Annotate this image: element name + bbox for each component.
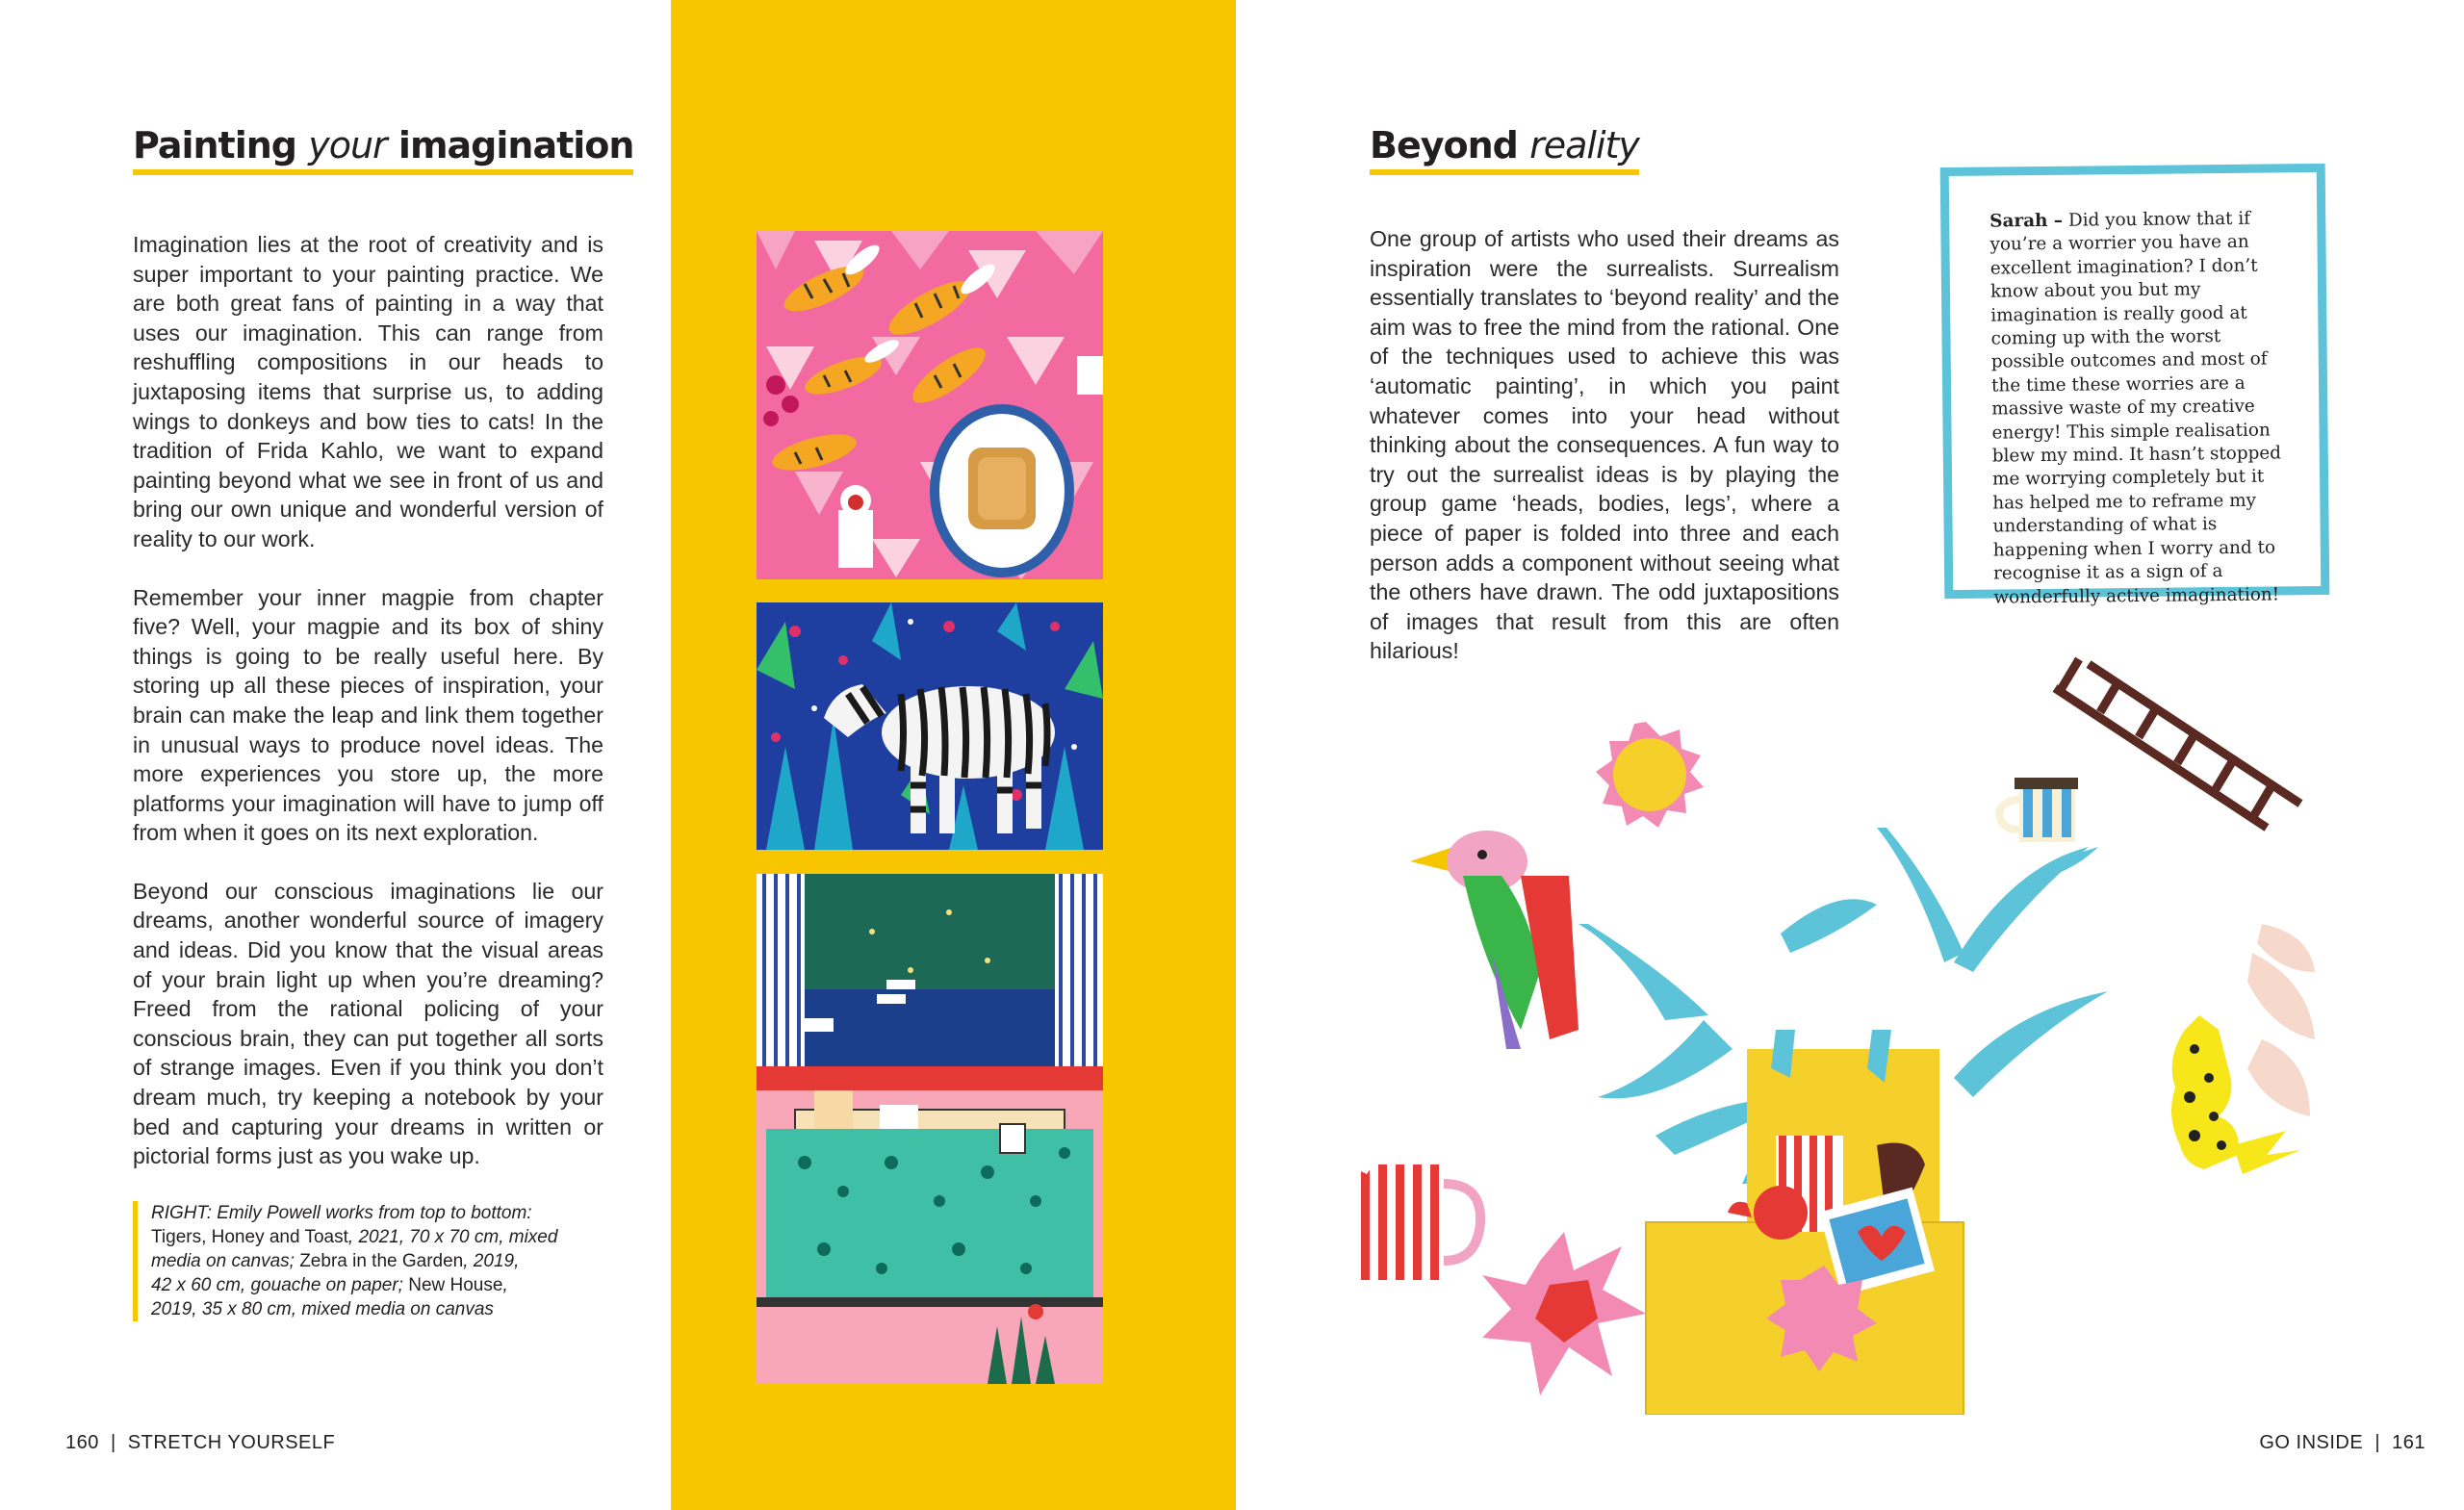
- zebra-painting: [757, 602, 1103, 850]
- left-body: [133, 230, 603, 1171]
- pink-star-cutout: [1482, 1232, 1646, 1395]
- cup-cutout: [1999, 778, 2078, 842]
- sarah-quote-box: [1940, 164, 2330, 608]
- paper-collage-illustration: [1338, 645, 2320, 1415]
- right-folio: GO INSIDE | 161: [2259, 1432, 2426, 1453]
- right-heading-word-2: reality: [1529, 124, 1639, 166]
- left-paragraph-3: Beyond our conscious imaginations lie our dreams, another wonderful source of imagery and ideas. Did you know that the visual areas of your brain light up when you’re dreaming? Freed from the rational policing of your conscious brain, they can put together all sorts of strange images. Even if you think you don’t dream much, try keeping a notebook by your bed and capturing your dreams in written or pictorial forms just as you wake up.: [133, 878, 603, 1169]
- artwork-zebra-in-the-garden: [757, 602, 1103, 850]
- caption-title-1: Tigers, Honey and Toast: [151, 1227, 348, 1247]
- bird-cutout: [1410, 831, 1578, 1049]
- right-heading-word-1: Beyond: [1370, 124, 1518, 166]
- caption-detail-1: , 2021, 70 x 70 cm, mixed: [347, 1227, 558, 1247]
- tigers-painting: [757, 231, 1103, 579]
- caption-line-1: RIGHT: Emily Powell works from top to bottom:: [151, 1203, 532, 1223]
- caption-detail-5: ,: [502, 1275, 508, 1295]
- sun-cutout: [1596, 722, 1704, 828]
- jug-cutout: [1348, 1160, 1480, 1280]
- box-cutout: [1646, 1030, 1964, 1415]
- sarah-text: Did you know that if you’re a worrier you have an excellent imagination? I don’t know about you but my imagination is really good at coming up with the worst possible outcomes and most of the time these worries are a massive waste of my creative energy! This simple realisation blew my mind. It hasn’t stopped me worrying completely but it has helped me to reframe my understanding of what is happening when I worry and to recognise it as a sign of a wonderfully active imagination!: [1989, 208, 2282, 608]
- left-heading-word-3: imagination: [398, 124, 634, 166]
- new-house-painting: [757, 874, 1103, 1384]
- right-paragraph: One group of artists who used their dreams as inspiration were the surrealists. Surrealism essentially translates to ‘beyond reality’ and the aim was to free the mind from the rational. One of the techniques used to achieve this was ‘automatic painting’, in which you paint whatever comes into your head without thinking about the consequences. A fun way to try out the surrealist ideas is by playing the group game ‘heads, bodies, legs’, where a piece of paper is folded into three and each person adds a component without seeing what the others have drawn. The odd juxtapositions of images that result from this are often hilarious!: [1370, 226, 1839, 664]
- artwork-new-house: [757, 874, 1103, 1384]
- right-heading: [1370, 125, 1639, 175]
- left-heading-word-1: Painting: [133, 124, 296, 166]
- artwork-tigers-honey-toast: [757, 231, 1103, 579]
- image-caption: [133, 1201, 594, 1321]
- left-heading-word-2: your: [308, 124, 387, 166]
- caption-title-3: New House: [408, 1275, 503, 1295]
- collage-svg: [1338, 645, 2320, 1415]
- caption-line-5: 2019, 35 x 80 cm, mixed media on canvas: [151, 1299, 494, 1319]
- caption-title-2: Zebra in the Garden: [299, 1251, 464, 1271]
- left-folio: 160 | STRETCH YOURSELF: [65, 1432, 336, 1453]
- right-body: [1370, 224, 1839, 666]
- left-paragraph-2: Remember your inner magpie from chapter five? Well, your magpie and its box of shiny things is going to be really useful here. By storing up all these pieces of inspiration, your brain can make the leap and link them together in unusual ways to produce novel ideas. The more experiences you store up, the more platforms your imagination will have to jump off from when it goes on its next exploration.: [133, 584, 603, 846]
- caption-detail-4: 42 x 60 cm, gouache on paper;: [151, 1275, 409, 1295]
- wing-cutouts: [2247, 924, 2315, 1116]
- caption-detail-3: , 2019,: [463, 1251, 520, 1271]
- caption-detail-2: media on canvas;: [151, 1251, 300, 1271]
- left-paragraph-1: Imagination lies at the root of creativity and is super important to your painting practice. We are both great fans of painting in a way that uses our imagination. This can range from reshuffling compositions in our heads to juxtaposing items that surprise us, to adding wings to donkeys and bow ties to cats! In the tradition of Frida Kahlo, we want to expand painting beyond what we see in front of us and bring our own unique and wonderful version of reality to our work.: [133, 232, 603, 551]
- sarah-name: Sarah –: [1989, 210, 2064, 232]
- ladder-cutout: [2055, 659, 2300, 828]
- left-heading: [133, 125, 633, 175]
